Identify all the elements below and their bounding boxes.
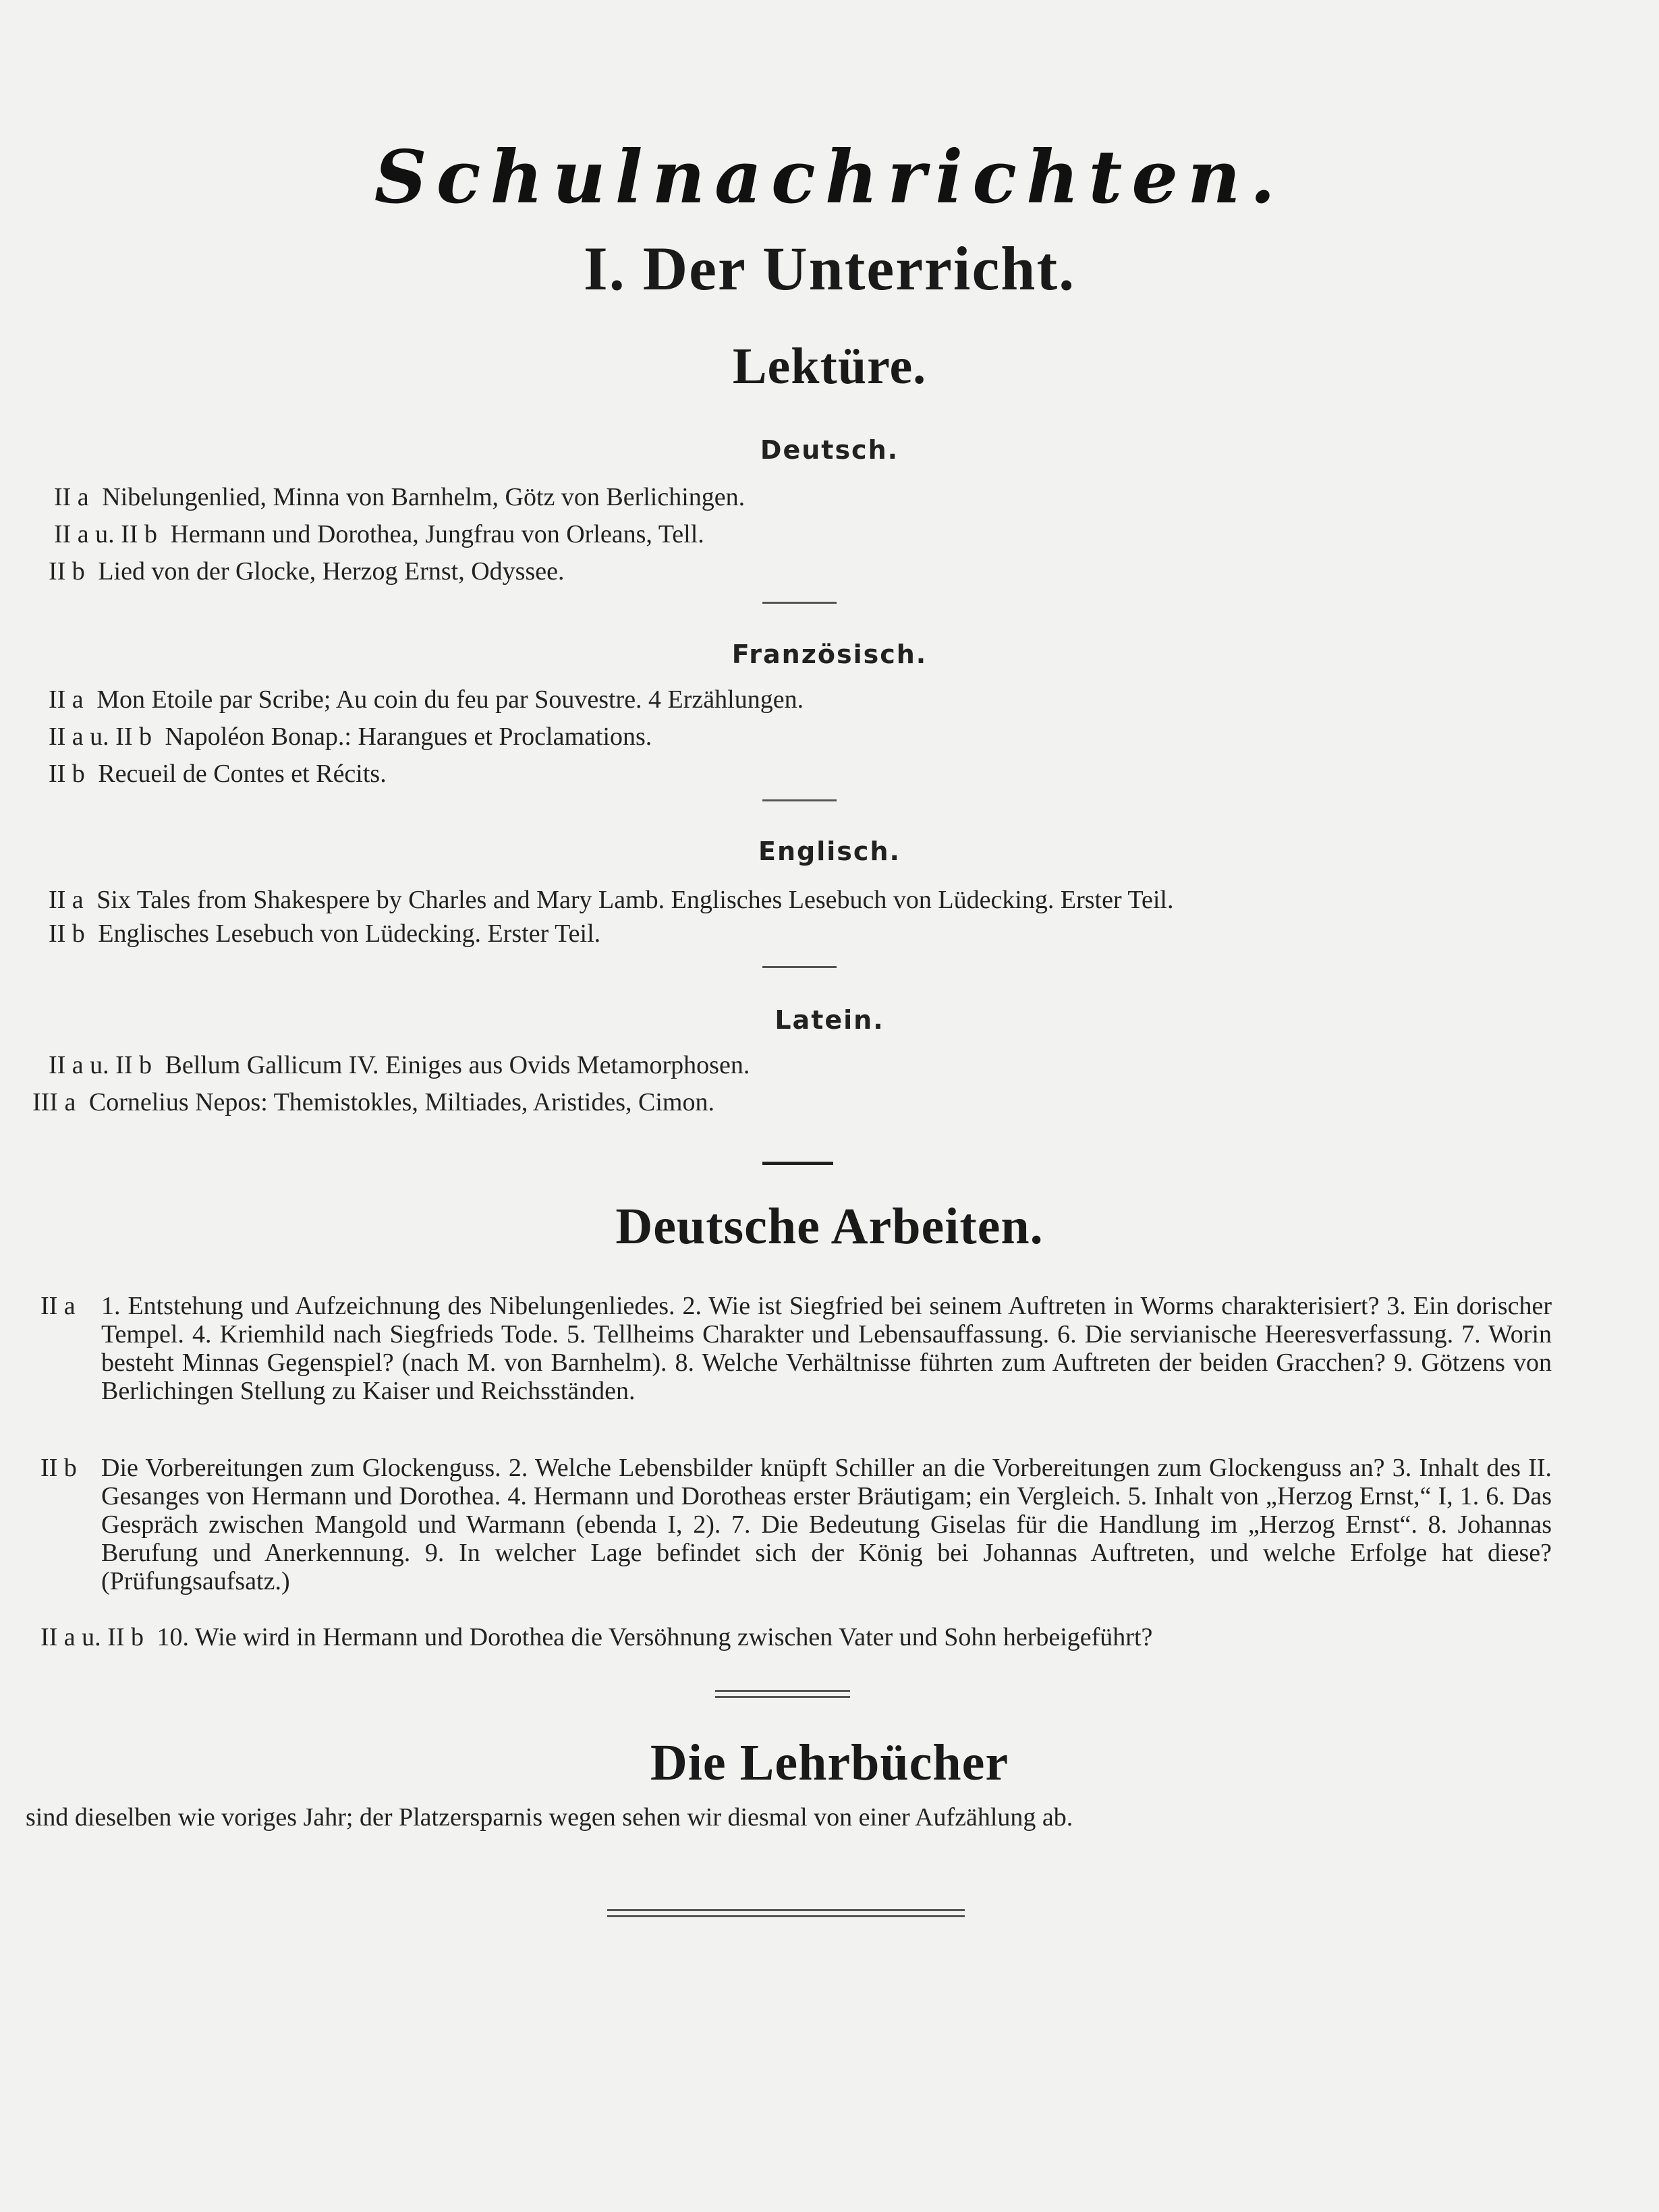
reading-row: II b Recueil de Contes et Récits.	[49, 760, 387, 788]
reading-row: II b Lied von der Glocke, Herzog Ernst, Odyssee.	[49, 557, 565, 586]
reading-row: II b Englisches Lesebuch von Lüdecking. Erster Teil.	[49, 919, 601, 948]
lehrbucher-heading: Die Lehrbücher	[650, 1734, 1009, 1791]
reading-row: II a u. II b Hermann und Dorothea, Jungfrau von Orleans, Tell.	[54, 520, 704, 548]
section-divider	[762, 799, 837, 801]
reading-row: II a u. II b Bellum Gallicum IV. Einiges aus Ovids Metamorphosen.	[49, 1051, 750, 1079]
section-divider	[762, 1162, 833, 1165]
section-divider	[762, 602, 837, 604]
double-divider	[607, 1909, 965, 1917]
reading-row: II a Six Tales from Shakespere by Charles and Mary Lamb. Englisches Lesebuch von Lüdecking. Erster Teil.	[49, 886, 1174, 914]
lekture-heading: Lektüre.	[732, 338, 927, 395]
double-divider	[715, 1690, 850, 1698]
reading-row: II a Nibelungenlied, Minna von Barnhelm, Götz von Berlichingen.	[54, 483, 746, 511]
englisch-subheading: Englisch.	[758, 836, 901, 866]
lehrbucher-text: sind dieselben wie voriges Jahr; der Platzersparnis wegen sehen wir diesmal von einer Aufzählung ab.	[26, 1803, 1073, 1832]
reading-row: III a Cornelius Nepos: Themistokles, Miltiades, Aristides, Cimon.	[32, 1088, 714, 1116]
section-divider	[762, 966, 837, 968]
reading-row: II a Mon Etoile par Scribe; Au coin du feu par Souvestre. 4 Erzählungen.	[49, 685, 804, 714]
essay-entry: II a u. II b 10. Wie wird in Hermann und Dorothea die Versöhnung zwischen Vater und Sohn herbeigeführt?	[40, 1623, 1153, 1651]
chapter-heading: I. Der Unterricht.	[583, 234, 1076, 303]
reading-row: II a u. II b Napoléon Bonap.: Harangues et Proclamations.	[49, 722, 652, 751]
arbeiten-heading: Deutsche Arbeiten.	[615, 1198, 1044, 1255]
page-title: Schulnachrichten.	[374, 135, 1285, 220]
essay-entry: II a 1. Entstehung und Aufzeichnung des Nibelungenliedes. 2. Wie ist Siegfried bei seinem Auftreten in Worms charakterisiert? 3. Ein dorischer Tempel. 4. Kriemhild nach Siegfrieds Tode. 5. Tellheims Charakter und Lebensauffassung. 6. Die servianische Heeresverfassung. 7. Worin besteht Minnas Gegenspiel? (nach M. von Barnhelm). 8. Welche Verhältnisse führten zum Auftreten der beiden Gracchen? 9. Götzens von Berlichingen Stellung zu Kaiser und Reichsständen.	[40, 1292, 1552, 1405]
deutsch-subheading: Deutsch.	[760, 435, 899, 465]
latein-subheading: Latein.	[775, 1005, 884, 1035]
franzoesisch-subheading: Französisch.	[731, 640, 928, 669]
essay-entry: II b Die Vorbereitungen zum Glockenguss. 2. Welche Lebensbilder knüpft Schiller an die Vorbereitungen zum Glockenguss an? 3. Inhalt des II. Gesanges von Hermann und Dorothea. 4. Hermann und Dorotheas erster Bräutigam; ein Vergleich. 5. Inhalt von „Herzog Ernst,“ I, 1. 6. Das Gespräch zwischen Mangold und Warmann (ebenda I, 2). 7. Die Bedeutung Giselas für die Handlung im „Herzog Ernst“. 8. Johannas Berufung und Anerkennung. 9. In welcher Lage befindet sich der König bei Johannas Auftreten, und welche Erfolge hat diese? (Prüfungsaufsatz.)	[40, 1454, 1552, 1595]
